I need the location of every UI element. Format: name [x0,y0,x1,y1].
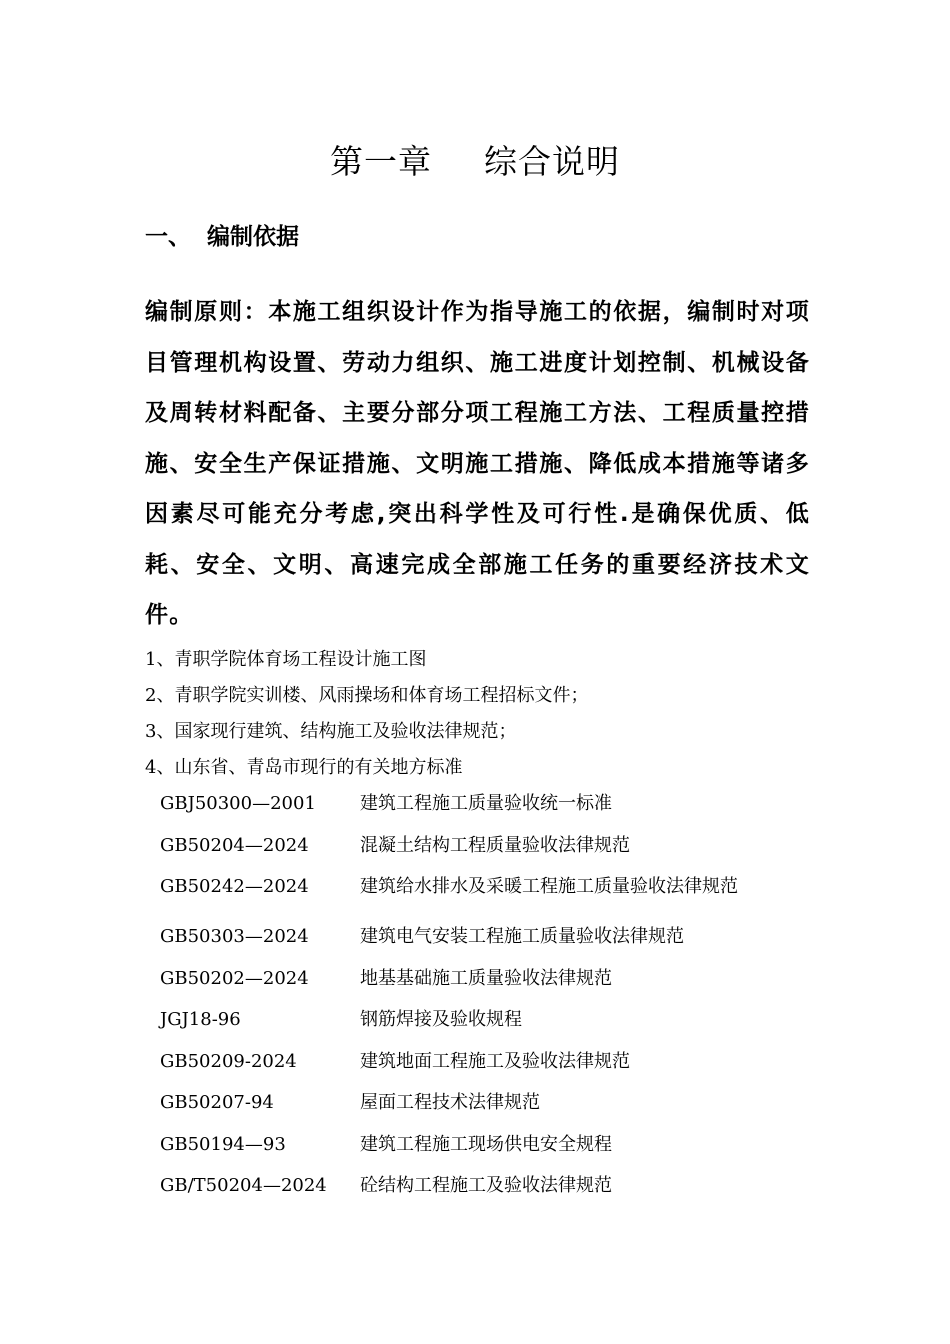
list-item: 2、青职学院实训楼、风雨操场和体育场工程招标文件； [145,685,589,706]
table-row [160,786,800,828]
standard-code: GB50194—93 [160,1133,286,1155]
table-row [160,1127,800,1169]
standard-code: GB50209-2024 [160,1050,297,1072]
principle-paragraph: 编制原则：本施工组织设计作为指导施工的依据，编制时对项目管理机构设置、劳动力组织、施工进度计划控制、机械设备及周转材料配备、主要分部分项工程施工方法、工程质量控措施、安全生产保证措施、文明施工措施、降低成本措施等诸多因素尽可能充分考虑,突出科学性及可行性.是确保优质、低耗、安全、文明、高速完成全部施工任务的重要经济技术文件。 [145,299,810,628]
section-heading [145,220,299,254]
standard-name: 屋面工程技术法律规范 [360,1092,540,1113]
standard-code: GB/T50204—2024 [160,1175,327,1196]
section-title: 编制依据 [207,224,299,250]
table-row [160,1085,800,1127]
table-row [160,1168,800,1210]
chapter-number: 第一章 [330,142,432,181]
chapter-name: 综合说明 [484,142,620,181]
basis-list [145,642,588,786]
list-item: 4、山东省、青岛市现行的有关地方标准 [145,757,463,778]
list-item: 3、国家现行建筑、结构施工及验收法律规范； [145,721,517,742]
chapter-title [0,140,950,184]
standard-name: 地基基础施工质量验收法律规范 [360,967,612,989]
standard-code: GB50204—2024 [160,834,309,856]
standard-name: 建筑地面工程施工及验收法律规范 [360,1050,630,1072]
section-number: 一、 [145,224,191,250]
table-row [160,1044,800,1086]
standard-code: GB50242—2024 [160,876,309,897]
standard-code: JGJ18-96 [160,1009,241,1030]
table-row [160,1002,800,1044]
standard-name: 建筑电气安装工程施工质量验收法律规范 [360,926,684,947]
standard-name: 钢筋焊接及验收规程 [360,1009,522,1030]
list-item: 1、青职学院体育场工程设计施工图 [145,649,427,670]
standards-table [160,786,800,1210]
standard-code: GB50303—2024 [160,926,309,947]
standard-code: GB50207-94 [160,1092,274,1113]
table-row [160,961,800,1003]
standard-code: GB50202—2024 [160,967,309,989]
table-row [160,919,800,961]
table-row [160,828,800,870]
standard-code: GBJ50300—2001 [160,793,316,814]
table-row [160,869,800,919]
standard-name: 建筑给水排水及采暖工程施工质量验收法律规范 [360,876,738,897]
standard-name: 砼结构工程施工及验收法律规范 [360,1175,612,1196]
standard-name: 建筑工程施工现场供电安全规程 [360,1133,612,1155]
standard-name: 混凝土结构工程质量验收法律规范 [360,834,630,856]
standard-name: 建筑工程施工质量验收统一标准 [360,793,612,814]
